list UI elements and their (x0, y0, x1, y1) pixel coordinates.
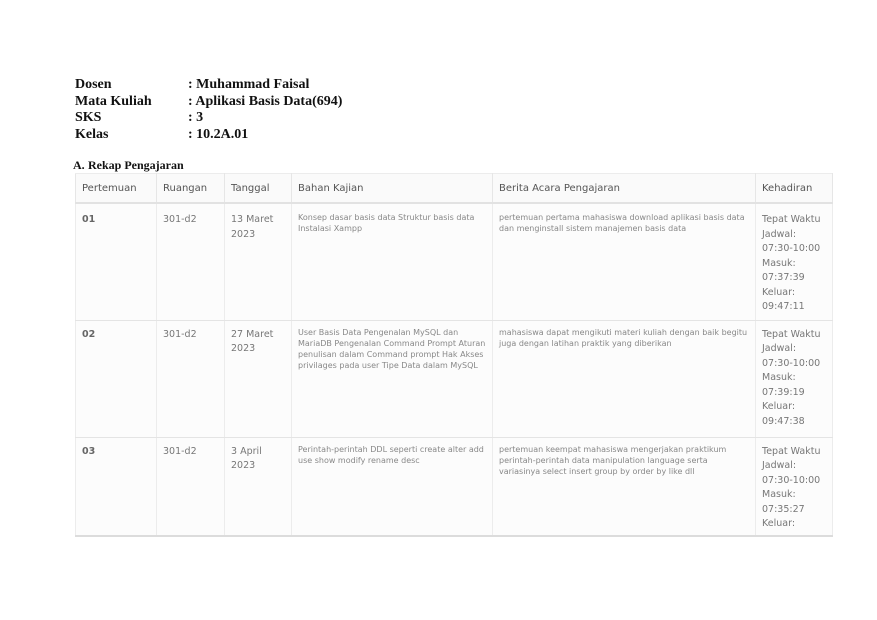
cell-tanggal: 13 Maret 2023 (225, 203, 292, 320)
kehadiran-status: Tepat Waktu (762, 214, 821, 225)
cell-kehadiran (756, 203, 833, 320)
info-label: SKS (75, 110, 102, 125)
info-row-mata-kuliah (75, 94, 342, 111)
header-pertemuan: Pertemuan (76, 174, 157, 204)
section-title (73, 158, 184, 173)
kehadiran-jadwal-label: Jadwal: (762, 460, 797, 471)
cell-berita-acara: pertemuan keempat mahasiswa mengerjakan praktikum perintah-perintah data manipulation language serta variasinya select insert group by order by like dll (493, 437, 756, 536)
kehadiran-keluar-label: Keluar: (762, 401, 796, 412)
cell-berita-acara: pertemuan pertama mahasiswa download aplikasi basis data dan menginstall sistem manajemen basis data (493, 203, 756, 320)
header-kehadiran: Kehadiran (756, 174, 833, 204)
table-row (76, 203, 833, 320)
cell-tanggal: 27 Maret 2023 (225, 320, 292, 437)
info-row-kelas (75, 127, 342, 144)
cell-pertemuan: 03 (76, 437, 157, 536)
section-title-text: Rekap Pengajaran (88, 158, 184, 172)
kehadiran-status: Tepat Waktu (762, 445, 821, 457)
info-row-sks (75, 110, 342, 127)
info-value: : 3 (188, 110, 204, 125)
cell-bahan-kajian: Konsep dasar basis data Struktur basis data Instalasi Xampp (292, 203, 493, 320)
info-value: : 10.2A.01 (188, 126, 249, 142)
kehadiran-status: Tepat Waktu (762, 328, 821, 340)
kehadiran-keluar-value: 09:47:38 (762, 415, 805, 427)
cell-ruangan: 301-d2 (157, 320, 225, 437)
table-header-row (76, 174, 833, 204)
kehadiran-jadwal-value: 07:30-10:00 (762, 474, 821, 486)
cell-kehadiran (756, 437, 833, 536)
info-value: : Aplikasi Basis Data(694) (188, 93, 343, 109)
kehadiran-keluar-label: Keluar: (762, 286, 796, 298)
course-info (75, 77, 342, 143)
header-tanggal: Tanggal (225, 174, 292, 204)
kehadiran-keluar-label: Keluar: (762, 518, 796, 529)
header-ruangan: Ruangan (157, 174, 225, 204)
kehadiran-masuk-value: 07:35:27 (762, 503, 805, 515)
kehadiran-masuk-label: Masuk: (762, 489, 796, 500)
kehadiran-keluar-value: 09:47:11 (762, 301, 805, 312)
cell-berita-acara: mahasiswa dapat mengikuti materi kuliah dengan baik begitu juga dengan latihan praktik yang diberikan (493, 320, 756, 437)
info-label: Dosen (75, 77, 112, 92)
cell-bahan-kajian: User Basis Data Pengenalan MySQL dan MariaDB Pengenalan Command Prompt Aturan penulisan dalam Command prompt Hak Akses privilages pada user Tipe Data dalam MySQL (292, 320, 493, 437)
section-number: A. (73, 158, 85, 172)
kehadiran-masuk-value: 07:37:39 (762, 272, 805, 283)
cell-tanggal: 3 April 2023 (225, 437, 292, 536)
info-label: Mata Kuliah (75, 93, 152, 109)
header-berita-acara: Berita Acara Pengajaran (493, 174, 756, 204)
info-row-dosen (75, 77, 342, 94)
info-value: : Muhammad Faisal (188, 77, 310, 92)
cell-ruangan: 301-d2 (157, 437, 225, 536)
kehadiran-masuk-label: Masuk: (762, 257, 796, 269)
cell-pertemuan: 01 (76, 203, 157, 320)
rekap-table (75, 173, 833, 537)
kehadiran-jadwal-label: Jadwal: (762, 228, 797, 240)
kehadiran-masuk-value: 07:39:19 (762, 386, 805, 398)
cell-ruangan: 301-d2 (157, 203, 225, 320)
header-bahan-kajian: Bahan Kajian (292, 174, 493, 204)
kehadiran-jadwal-value: 07:30-10:00 (762, 357, 821, 369)
table-row (76, 437, 833, 536)
kehadiran-jadwal-label: Jadwal: (762, 343, 797, 354)
cell-kehadiran (756, 320, 833, 437)
kehadiran-jadwal-value: 07:30-10:00 (762, 243, 821, 254)
info-label: Kelas (75, 126, 109, 142)
table-row (76, 320, 833, 437)
cell-bahan-kajian: Perintah-perintah DDL seperti create alter add use show modify rename desc (292, 437, 493, 536)
kehadiran-masuk-label: Masuk: (762, 372, 796, 383)
cell-pertemuan: 02 (76, 320, 157, 437)
